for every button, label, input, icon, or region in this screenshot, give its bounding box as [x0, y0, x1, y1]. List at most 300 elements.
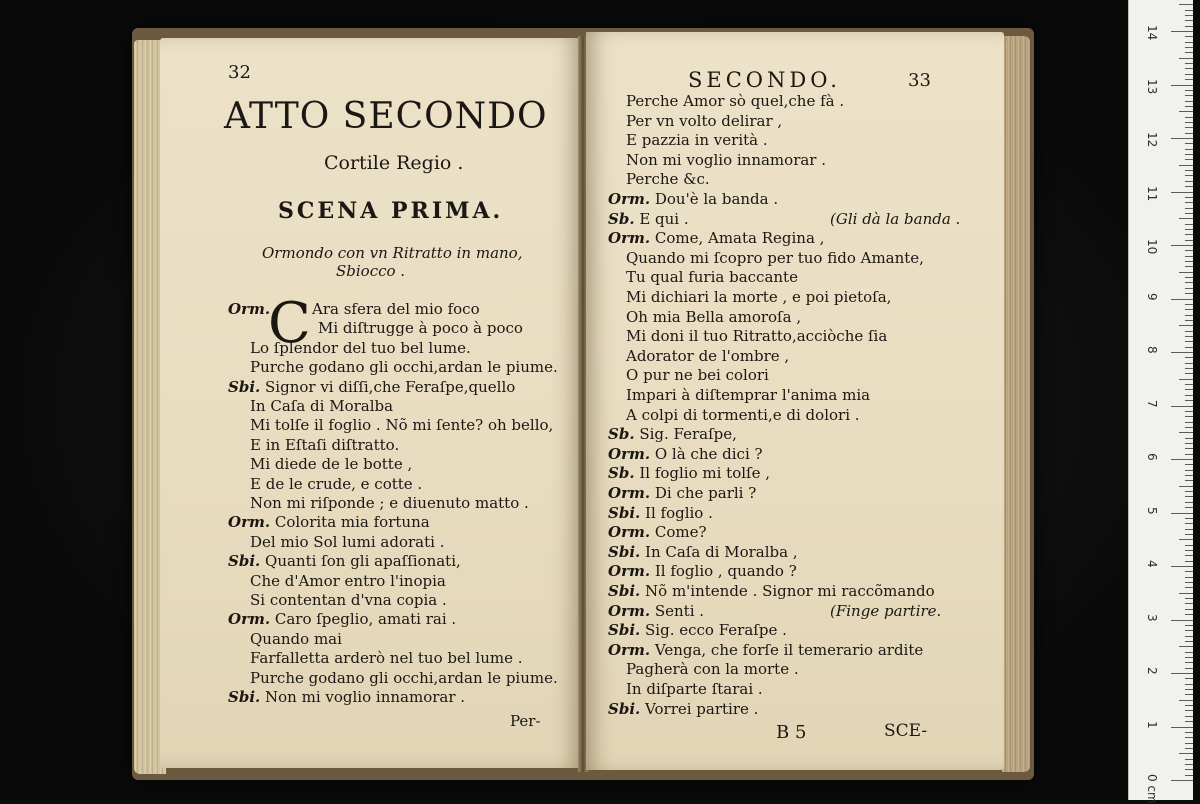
ruler-tick [1185, 15, 1193, 16]
verse-text: Come, Amata Regina , [654, 229, 825, 248]
verse-line [250, 572, 446, 591]
ruler-tick [1185, 422, 1193, 423]
verse-line [626, 308, 801, 327]
ruler-label: 7 [1145, 399, 1159, 408]
ruler-tick [1179, 486, 1193, 487]
speaker-label: Sbi. [228, 688, 261, 706]
verse-text: Dou'è la banda . [654, 190, 779, 208]
ruler-tick [1185, 213, 1193, 214]
ruler-tick [1185, 545, 1193, 546]
ruler-tick [1185, 748, 1193, 749]
verse-line [608, 601, 942, 621]
ruler-tick [1185, 636, 1193, 637]
ruler-tick [1185, 117, 1193, 118]
running-header: SECONDO. [688, 68, 841, 92]
ruler-tick [1171, 31, 1193, 32]
right-page [586, 32, 1004, 770]
verse-line [626, 347, 789, 366]
verse-text: Mi diede de le botte , [250, 455, 413, 474]
ruler-tick [1185, 507, 1193, 508]
verse-line [608, 229, 824, 248]
ruler-tick [1179, 593, 1193, 594]
ruler-tick [1185, 475, 1193, 476]
verse-text: Non mi voglio innamorar . [265, 688, 466, 706]
ruler-tick [1185, 443, 1193, 444]
ruler-tick [1171, 138, 1193, 139]
ruler-tick [1185, 320, 1193, 321]
verse-line [626, 327, 887, 346]
speaker-label: Orm. [608, 484, 651, 502]
ruler-tick [1185, 63, 1193, 64]
verse-line [626, 660, 799, 679]
ruler-tick [1185, 534, 1193, 535]
verse-text: Signor vi diſſi,che Feraſpe,quello [265, 377, 516, 396]
verse-text: Lo ſplendor del tuo bel lume. [250, 338, 471, 357]
ruler-label: 3 [1145, 613, 1159, 622]
verse-line [608, 621, 787, 640]
verse-text: Di che parli ? [654, 484, 757, 502]
ruler-label: 8 [1145, 346, 1159, 354]
ruler-tick [1185, 90, 1193, 91]
signature-mark: B 5 [776, 722, 807, 743]
verse-text: Mi doni il tuo Ritratto,acciòche ſia [626, 327, 888, 346]
verse-text: Per vn volto delirar , [626, 111, 783, 130]
speaker-label: Sbi. [608, 542, 641, 561]
verse-line [626, 92, 844, 111]
verse-line [626, 406, 860, 425]
verse-line [608, 523, 707, 542]
ruler-tick [1185, 10, 1193, 11]
page-number: 32 [228, 62, 251, 83]
verse-line [608, 562, 797, 581]
ruler-tick [1185, 561, 1193, 562]
ruler-tick [1185, 448, 1193, 449]
speaker-label: Orm. [608, 190, 651, 208]
stage-direction: (Gli dà la banda . [830, 209, 961, 228]
page-number: 33 [908, 70, 931, 91]
page-edges-right [1002, 36, 1030, 772]
ruler-tick [1185, 304, 1193, 305]
ruler-tick [1185, 26, 1193, 27]
speaker-label: Orm. [228, 513, 271, 532]
verse-line [608, 190, 778, 209]
ruler-label: 12 [1145, 132, 1159, 148]
verse-text: E in Eſtaſi diſtratto. [250, 435, 400, 454]
verse-line [250, 669, 558, 688]
verse-text: Senti . [654, 601, 705, 620]
ruler-label: 10 [1145, 239, 1159, 255]
ruler-tick [1185, 470, 1193, 471]
verse-text: Tu qual furia baccante [626, 268, 798, 287]
ruler-label: 14 [1145, 25, 1159, 41]
ruler-tick [1185, 582, 1193, 583]
verse-text: Non mi voglio innamorar . [626, 150, 827, 169]
ruler-tick [1185, 502, 1193, 503]
verse-line [608, 582, 935, 601]
verse-text: Farfalletta arderò nel tuo bel lume . [250, 649, 523, 668]
ruler-tick [1185, 159, 1193, 160]
ruler-tick [1179, 58, 1193, 59]
ruler-tick [1185, 74, 1193, 75]
ruler-tick [1185, 368, 1193, 369]
ruler-tick [1171, 727, 1193, 728]
verse-text: O pur ne bei colori [626, 366, 769, 385]
ruler-tick [1185, 68, 1193, 69]
ruler-tick [1179, 432, 1193, 433]
verse-text: Del mio Sol lumi adorati . [250, 532, 445, 551]
ruler-tick [1185, 224, 1193, 225]
scene-title: SCENA PRIMA. [278, 198, 504, 224]
ruler-tick [1185, 438, 1193, 439]
ruler-tick [1171, 85, 1193, 86]
ruler-tick [1171, 566, 1193, 567]
verse-line [228, 300, 480, 319]
ruler-tick [1185, 331, 1193, 332]
verse-line [228, 610, 456, 629]
verse-text: Quanti ſon gli apaſſionati, [265, 552, 461, 571]
ruler-tick [1179, 218, 1193, 219]
ruler-tick [1185, 732, 1193, 733]
verse-text: E de le crude, e cotte . [250, 474, 423, 493]
verse-text: Mi diſtrugge à poco à poco [318, 319, 523, 338]
verse-line [250, 533, 444, 552]
ruler-tick [1179, 379, 1193, 380]
ruler-tick [1185, 181, 1193, 182]
ruler-tick [1185, 555, 1193, 556]
ruler-tick [1185, 737, 1193, 738]
verse-line [250, 416, 553, 435]
verse-line [626, 680, 763, 699]
ruler-tick [1185, 400, 1193, 401]
ruler-label: 6 [1145, 453, 1159, 461]
ruler-tick [1185, 721, 1193, 722]
ruler-tick [1185, 416, 1193, 417]
verse-text: Venga, che forſe il temerario ardite [654, 640, 924, 659]
verse-text: Quando mai [250, 629, 342, 648]
verse-text: Sig. Feraſpe, [639, 425, 737, 444]
ruler-tick [1185, 614, 1193, 615]
ruler-tick [1185, 143, 1193, 144]
ruler-tick [1185, 550, 1193, 551]
ruler-tick [1185, 234, 1193, 235]
ruler-label: 2 [1145, 667, 1159, 675]
ruler-tick [1185, 571, 1193, 572]
ruler-tick [1185, 529, 1193, 530]
ruler-tick [1185, 282, 1193, 283]
ruler-tick [1185, 764, 1193, 765]
ruler-tick [1171, 673, 1193, 674]
speaker-label: Sb. [608, 425, 635, 444]
ruler-label: 4 [1145, 560, 1159, 568]
ruler-tick [1185, 384, 1193, 385]
ruler-tick [1185, 577, 1193, 578]
verse-text: In Caſa di Moralba [250, 397, 394, 415]
ruler-tick [1185, 775, 1193, 776]
ruler-tick [1185, 186, 1193, 187]
ruler-tick [1185, 603, 1193, 604]
act-title: ATTO SECONDO [224, 96, 548, 137]
verse-line [608, 425, 737, 444]
left-page [160, 38, 580, 768]
verse-line [318, 319, 523, 338]
verse-line [250, 358, 558, 377]
verse-line [626, 288, 891, 307]
verse-line [608, 484, 756, 503]
ruler-tick [1171, 513, 1193, 514]
verse-text: Sig. ecco Feraſpe . [645, 621, 787, 640]
speaker-label: Orm. [228, 300, 271, 318]
ruler-tick [1185, 662, 1193, 663]
verse-line [250, 591, 447, 610]
ruler-tick [1185, 678, 1193, 679]
ruler-tick [1185, 315, 1193, 316]
ruler-tick [1185, 293, 1193, 294]
verse-text: Colorita mia fortuna [274, 513, 430, 532]
ruler-tick [1171, 459, 1193, 460]
speaker-label: Sbi. [608, 582, 641, 600]
verse-text: Mi tolſe il foglio . Nõ mi ſente? oh bello, [250, 416, 554, 435]
ruler-tick [1185, 480, 1193, 481]
ruler-tick [1185, 743, 1193, 744]
ruler-tick [1185, 42, 1193, 43]
verse-text: In diſparte ſtarai . [626, 680, 763, 698]
ruler-tick [1185, 625, 1193, 626]
verse-text: Impari à diſtemprar l'anima mia [626, 386, 871, 404]
speaker-label: Orm. [228, 610, 271, 629]
verse-line [228, 552, 461, 571]
verse-text: Quando mi ſcopro per tuo fido Amante, [626, 248, 924, 267]
ruler-tick [1185, 347, 1193, 348]
ruler-tick [1185, 652, 1193, 653]
verse-text: In Caſa di Moralba , [645, 542, 798, 561]
verse-text: Il foglio , quando ? [654, 562, 797, 581]
verse-text: Ara sfera del mio foco [312, 300, 480, 318]
ruler-tick [1185, 630, 1193, 631]
ruler-tick [1185, 122, 1193, 123]
ruler-label: 9 [1145, 292, 1159, 301]
verse-line [626, 366, 769, 385]
ruler-tick [1185, 309, 1193, 310]
ruler-tick [1185, 341, 1193, 342]
verse-text: Non mi riſponde ; e diuenuto matto . [250, 494, 529, 512]
speaker-label: Orm. [608, 444, 651, 463]
ruler-tick [1185, 523, 1193, 524]
ruler-tick [1185, 769, 1193, 770]
ruler-tick [1185, 716, 1193, 717]
catchword: SCE- [884, 721, 928, 741]
ruler-label: 13 [1145, 78, 1159, 94]
speaker-label: Sbi. [608, 699, 641, 718]
verse-line [608, 445, 763, 464]
ruler-tick [1185, 496, 1193, 497]
ruler-tick [1185, 336, 1193, 337]
ruler-tick [1185, 256, 1193, 257]
ruler-tick [1185, 101, 1193, 102]
ruler-tick [1185, 36, 1193, 37]
ruler-tick [1185, 641, 1193, 642]
verse-text: Come? [654, 523, 707, 542]
verse-line [250, 436, 399, 455]
ruler-tick [1185, 684, 1193, 685]
ruler-tick [1185, 705, 1193, 706]
ruler-label: 1 [1145, 720, 1159, 729]
ruler-label: 0 cm [1145, 774, 1159, 804]
verse-line [250, 475, 422, 494]
verse-line [608, 464, 770, 483]
ruler-tick [1185, 657, 1193, 658]
ruler-tick [1185, 609, 1193, 610]
ruler-tick [1179, 111, 1193, 112]
verse-line [228, 513, 430, 532]
verse-line [608, 641, 923, 660]
ruler-tick [1179, 4, 1193, 5]
verse-text: Purche godano gli occhi,ardan le piume. [250, 358, 558, 377]
verse-line [228, 378, 515, 397]
ruler-tick [1185, 47, 1193, 48]
ruler-tick [1171, 192, 1193, 193]
verse-line [626, 170, 710, 189]
ruler-tick [1171, 620, 1193, 621]
verse-line [250, 455, 412, 474]
speaker-label: Sb. [608, 209, 635, 228]
ruler-tick [1185, 175, 1193, 176]
ruler-tick [1185, 261, 1193, 262]
ruler-tick [1185, 240, 1193, 241]
ruler-tick [1185, 395, 1193, 396]
speaker-label: Sbi. [228, 377, 261, 396]
ruler-tick [1185, 288, 1193, 289]
ruler-tick [1185, 52, 1193, 53]
speaker-label: Sb. [608, 464, 635, 483]
stage-direction: (Finge partire. [830, 601, 942, 620]
verse-line [626, 268, 798, 287]
ruler-tick [1185, 491, 1193, 492]
verse-line [250, 649, 523, 668]
verse-text: Pagherà con la morte . [626, 660, 799, 679]
speaker-label: Orm. [608, 562, 651, 581]
cast-line-2: Sbiocco . [336, 262, 406, 280]
ruler-tick [1185, 277, 1193, 278]
ruler-tick [1171, 352, 1193, 353]
verse-text: Adorator de l'ombre , [626, 346, 790, 365]
ruler-tick [1185, 464, 1193, 465]
verse-text: Si contentan d'vna copia . [250, 591, 447, 609]
ruler-tick [1185, 250, 1193, 251]
ruler-tick [1185, 411, 1193, 412]
ruler-tick [1185, 389, 1193, 390]
ruler-label: 5 [1145, 506, 1159, 515]
ruler-tick [1185, 197, 1193, 198]
speaker-label: Orm. [608, 229, 651, 248]
verse-text: Oh mia Bella amoroſa , [626, 307, 802, 326]
setting-subtitle: Cortile Regio . [324, 152, 464, 174]
ruler-tick [1179, 539, 1193, 540]
verse-text: Purche godano gli occhi,ardan le piume. [250, 668, 558, 687]
ruler-tick [1171, 406, 1193, 407]
verse-line [250, 397, 393, 416]
verse-line [608, 700, 758, 719]
ruler-tick [1185, 694, 1193, 695]
ruler-tick [1185, 20, 1193, 21]
verse-line [608, 543, 798, 562]
ruler-tick [1185, 79, 1193, 80]
cast-line-1: Ormondo con vn Ritratto in mano, [262, 244, 523, 262]
speaker-label: Sbi. [228, 552, 261, 571]
ruler-tick [1185, 689, 1193, 690]
speaker-label: Sbi. [608, 503, 641, 522]
verse-line [626, 386, 870, 405]
speaker-label: Orm. [608, 640, 651, 659]
verse-text: Nõ m'intende . Signor mi raccõmando [645, 582, 935, 600]
ruler-tick [1185, 598, 1193, 599]
verse-line [250, 494, 529, 513]
ruler-tick [1185, 266, 1193, 267]
verse-text: Caro ſpeglio, amati rai . [274, 610, 457, 629]
verse-line [608, 209, 961, 229]
ruler-tick [1185, 149, 1193, 150]
ruler-tick [1185, 127, 1193, 128]
ruler-tick [1185, 229, 1193, 230]
speaker-label: Orm. [608, 601, 651, 620]
ruler-tick [1185, 202, 1193, 203]
ruler-tick [1179, 753, 1193, 754]
verse-line [250, 339, 471, 358]
verse-text: Che d'Amor entro l'inopia [250, 571, 446, 590]
ruler-tick [1185, 668, 1193, 669]
ruler-tick [1171, 299, 1193, 300]
verse-text: E pazzia in verità . [626, 131, 768, 150]
ruler-tick [1185, 133, 1193, 134]
verse-text: Perche Amor sò quel,che fà . [626, 92, 845, 110]
verse-line [626, 112, 782, 131]
ruler-tick [1185, 106, 1193, 107]
verse-line [228, 688, 465, 707]
ruler-tick [1171, 780, 1193, 781]
ruler-tick [1185, 587, 1193, 588]
ruler-tick [1185, 170, 1193, 171]
ruler-tick [1185, 759, 1193, 760]
verse-line [626, 131, 768, 150]
verse-line [626, 249, 924, 268]
measuring-ruler [1128, 0, 1193, 804]
drop-cap: C [268, 291, 311, 356]
ruler-tick [1171, 245, 1193, 246]
verse-line [608, 504, 713, 523]
verse-text: E qui . [639, 209, 689, 228]
verse-text: Il foglio . [645, 503, 713, 522]
ruler-tick [1185, 357, 1193, 358]
ruler-tick [1185, 363, 1193, 364]
ruler-tick [1179, 165, 1193, 166]
ruler-tick [1185, 454, 1193, 455]
ruler-tick [1185, 710, 1193, 711]
ruler-tick [1185, 518, 1193, 519]
ruler-tick [1185, 373, 1193, 374]
verse-text: Perche &c. [626, 170, 710, 189]
ruler-tick [1185, 154, 1193, 155]
catchword: Per- [510, 712, 541, 730]
ruler-tick [1185, 427, 1193, 428]
ruler-tick [1179, 646, 1193, 647]
verse-text: O là che dici ? [654, 444, 763, 463]
verse-text: A colpi di tormenti,e di dolori . [626, 405, 860, 424]
verse-line [250, 630, 342, 649]
ruler-tick [1185, 208, 1193, 209]
ruler-tick [1185, 95, 1193, 96]
speaker-label: Sbi. [608, 621, 641, 640]
ruler-tick [1179, 272, 1193, 273]
speaker-label: Orm. [608, 523, 651, 542]
